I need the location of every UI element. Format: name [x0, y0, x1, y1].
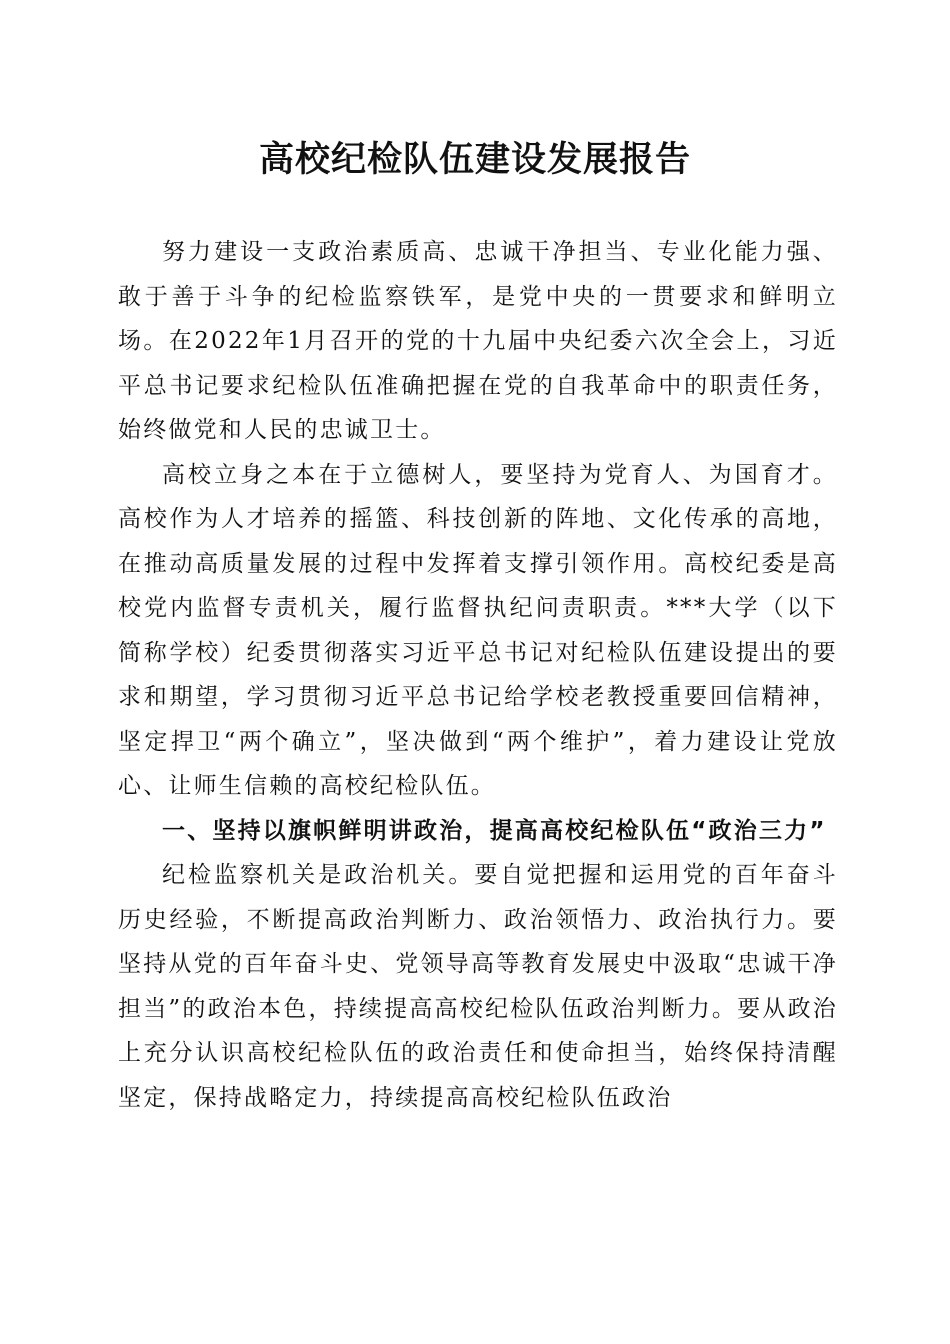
section-heading-1: 一、坚持以旗帜鲜明讲政治，提高高校纪检队伍“政治三力”: [162, 817, 827, 844]
paragraph-section-1: 纪检监察机关是政治机关。要自觉把握和运用党的百年奋斗历史经验，不断提高政治判断力、政治领悟力、政治执行力。要坚持从党的百年奋斗史、党领导高等教育发展史中汲取“忠诚干净担当”的政治本色，持续提高高校纪检队伍政治判断力。要从政治上充分认识高校纪检队伍的政治责任和使命担当，始终保持清醒坚定，保持战略定力，持续提高高校纪检队伍政治: [118, 862, 838, 1111]
paragraph-universities: 高校立身之本在于立德树人，要坚持为党育人、为国育才。高校作为人才培养的摇篮、科技创新的阵地、文化传承的高地，在推动高质量发展的过程中发挥着支撑引领作用。高校纪委是高校党内监督专责机关，履行监督执纪问责职责。***大学（以下简称学校）纪委贯彻落实习近平总书记对纪检队伍建设提出的要求和期望，学习贯彻习近平总书记给学校老教授重要回信精神，坚定捍卫“两个确立”，坚决做到“两个维护”，着力建设让党放心、让师生信赖的高校纪检队伍。: [118, 461, 838, 799]
document-title: 高校纪检队伍建设发展报告: [258, 139, 691, 180]
paragraph-intro: 努力建设一支政治素质高、忠诚干净担当、专业化能力强、敢于善于斗争的纪检监察铁军，是党中央的一贯要求和鲜明立场。在2022年1月召开的党的十九届中央纪委六次全会上，习近平总书记要求纪检队伍准确把握在党的自我革命中的职责任务，始终做党和人民的忠诚卫士。: [118, 239, 838, 443]
document-body: [118, 230, 838, 1120]
